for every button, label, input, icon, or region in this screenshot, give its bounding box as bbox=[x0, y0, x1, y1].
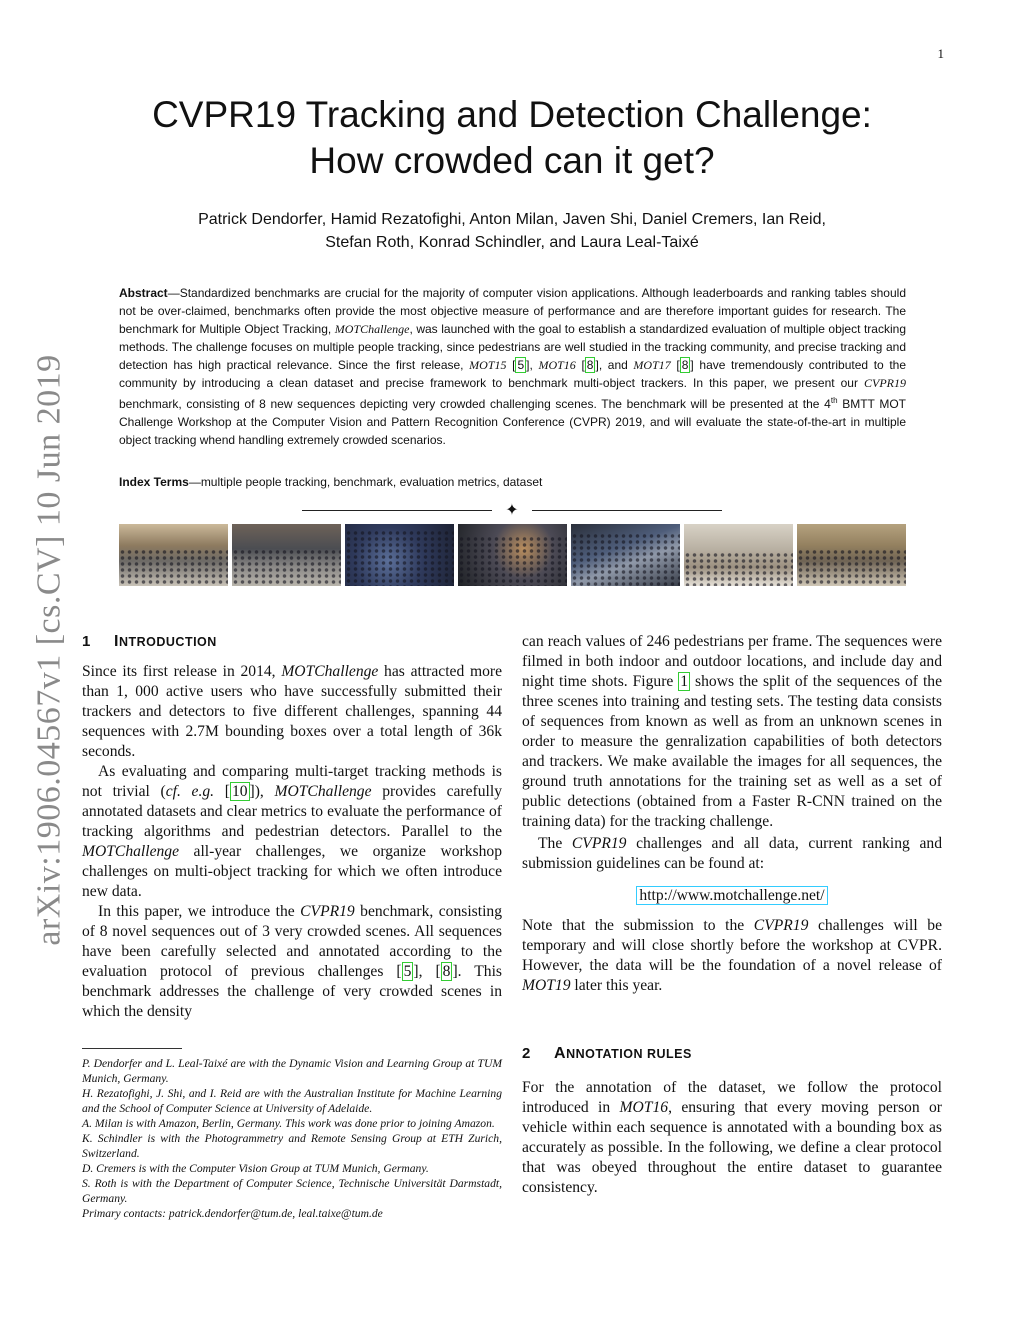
intro-paragraph-1: Since its first release in 2014, MOTChallenge has attracted more than 1, 000 active users who have successfully submitted their trackers and detectors to five different challenges, spanning 44 sequences with 2.7M bounding boxes over a total length of 36k seconds. bbox=[82, 663, 502, 760]
abstract-text-3: , and bbox=[598, 358, 634, 372]
citation-link[interactable]: 10 bbox=[231, 783, 248, 800]
crowd-scene-thumbnail bbox=[232, 524, 341, 586]
section-divider bbox=[302, 500, 722, 520]
citation-link[interactable]: 5 bbox=[517, 358, 525, 372]
section-title-first: A bbox=[554, 1045, 567, 1062]
section-number: 2 bbox=[522, 1045, 531, 1062]
footnote-item: H. Rezatofighi, J. Shi, and I. Reid are with the Australian Institute for Machine Learning and the School of Computer Science at University of Adelaide. bbox=[82, 1087, 502, 1115]
crowd-scene-thumbnail bbox=[119, 524, 228, 586]
section-number: 1 bbox=[82, 633, 91, 650]
crowd-scene-thumbnail bbox=[571, 524, 680, 586]
intro-paragraph-4: can reach values of 246 pedestrians per frame. The sequences were filmed in both indoor and outdoor locations, and include day and night time shots. Figure 1 shows the split of the sequences of the three scenes into training and testing sets. The testing data consists of sequences from known as well as from an unknown scenes in order to measure the genralization capabilities of both detectors and trackers. We make available the images for all sequences, the ground truth annotations for the training set as well as a set of public detections (obtained from a Faster R-CNN trained on the training data) for the tracking challenge. bbox=[522, 633, 942, 830]
intro-paragraph-5: The CVPR19 challenges and all data, current ranking and submission guidelines can be found at: bbox=[522, 835, 942, 872]
abstract-comma: , bbox=[529, 358, 539, 372]
abstract-mot17: MOT17 bbox=[633, 358, 671, 372]
title-line-1: CVPR19 Tracking and Detection Challenge: bbox=[152, 94, 872, 135]
abstract-cvpr19: CVPR19 bbox=[864, 376, 906, 390]
abstract-mot16: MOT16 bbox=[538, 358, 576, 372]
abstract-motchallenge: MOTChallenge bbox=[334, 322, 410, 336]
abstract: Abstract—Standardized benchmarks are crucial for the majority of computer vision applications. Although leaderboards and ranking tables should not be over-claimed, benchmarks often provide the most objective measure of performance and are therefore important guides for research. The benchmark for Multiple Object Tracking, MOTChallenge, was launched with the goal to establish a standardized evaluation of multiple object tracking methods. The challenge focuses on multiple people tracking, since pedestrians are well studied in the tracking community, and precise tracking and detection has high practical relevance. Since the first release, MOT15 [ 5 ], MOT16 [ 8 ], and MOT17 [ 8 ] have tremendously contributed to the community by introducing a clean dataset and precise framework to benchmark multi-object trackers. In this paper, we present our CVPR19 benchmark, consisting of 8 new sequences depicting very crowded challenging scenes. The benchmark will be presented at the 4th BMTT MOT Challenge Workshop at the Computer Vision and Pattern Recognition Conference (CVPR) 2019, and will evaluate the state-of-the-art in multiple object tracking whend handling extremely crowded scenarios. bbox=[119, 286, 907, 447]
divider-star-icon: ✦ bbox=[505, 502, 519, 519]
citation-link[interactable]: 8 bbox=[681, 358, 689, 372]
section-heading-annotation-rules bbox=[522, 1044, 942, 1064]
crowd-scene-thumbnail bbox=[345, 524, 454, 586]
intro-paragraph-6: Note that the submission to the CVPR19 challenges will be temporary and will close shortly before the workshop at CVPR. However, the data will be the foundation of a novel release of MOT19 later this year. bbox=[522, 917, 942, 994]
author-list bbox=[120, 208, 904, 254]
title-line-2: How crowded can it get? bbox=[309, 140, 715, 181]
footnote-item: P. Dendorfer and L. Leal-Taixé are with the Dynamic Vision and Learning Group at TUM Munich, Germany. bbox=[82, 1057, 502, 1085]
divider-line-right bbox=[532, 510, 722, 511]
index-terms-text: —multiple people tracking, benchmark, evaluation metrics, dataset bbox=[188, 475, 543, 489]
section-title-rest: NTRODUCTION bbox=[118, 635, 217, 649]
authors-line-1: Patrick Dendorfer, Hamid Rezatofighi, Anton Milan, Javen Shi, Daniel Cremers, Ian Reid, bbox=[198, 211, 826, 228]
left-column bbox=[82, 632, 502, 1022]
section-title-first: I bbox=[114, 633, 119, 650]
divider-line-left bbox=[302, 510, 492, 511]
motchallenge-url-link[interactable]: http://www.motchallenge.net/ bbox=[636, 886, 827, 905]
footnote-item: A. Milan is with Amazon, Berlin, Germany. This work was done prior to joining Amazon. bbox=[82, 1117, 495, 1130]
crowd-scene-thumbnail bbox=[797, 524, 906, 586]
teaser-image-strip bbox=[119, 524, 906, 586]
annotation-paragraph-1: For the annotation of the dataset, we follow the protocol introduced in MOT16, ensuring that every moving person or vehicle within each sequence is annotated with a bounding box as accurately as possible. In the following, we define a clear protocol that was obeyed throughout the entire dataset to guarantee consistency. bbox=[522, 1079, 942, 1196]
abstract-mot15: MOT15 bbox=[469, 358, 507, 372]
abstract-text-2: , was launched with the goal to establish a standardized evaluation of multiple object tracking methods. The challenge focuses on multiple people tracking, since pedestrians are well studied in the tracking community, and precise tracking and detection has high practical relevance. Since the first release, bbox=[119, 322, 906, 372]
abstract-text-6: BMTT MOT Challenge Workshop at the Computer Vision and Pattern Recognition Conference (CVPR) 2019, and will evaluate the state-of-the-art in multiple object tracking whend handling extremely crowded scenarios. bbox=[119, 397, 906, 447]
section-heading-introduction bbox=[82, 632, 502, 652]
footnote-item: S. Roth is with the Department of Computer Science, Technische Universität Darmstadt, Germany. bbox=[82, 1177, 502, 1205]
intro-paragraph-2: As evaluating and comparing multi-target tracking methods is not trivial (cf. e.g. [ 10 ]), MOTChallenge provides carefully annotated datasets and clear metrics to evaluate the performance of tracking algorithms and pedestrian detectors. Parallel to the MOTChallenge all-year challenges, we organize workshop challenges on multi-object tracking for which we often introduce new data. bbox=[82, 763, 502, 900]
index-terms bbox=[119, 475, 906, 489]
footnotes bbox=[82, 1056, 502, 1221]
citation-link[interactable]: 5 bbox=[403, 963, 412, 980]
intro-paragraph-3: In this paper, we introduce the CVPR19 benchmark, consisting of 8 novel sequences out of 3 very crowded scenes. All sequences have been carefully selected and annotated according to the evaluation protocol of previous challenges [ 5 ], [ 8 ]. This benchmark addresses the challenge of very crowded scenes in which the density bbox=[82, 903, 502, 1020]
citation-link[interactable]: 8 bbox=[442, 963, 451, 980]
footnote-item: K. Schindler is with the Photogrammetry and Remote Sensing Group at ETH Zurich, Switzerland. bbox=[82, 1132, 502, 1160]
footnote-rule bbox=[82, 1048, 182, 1049]
footnote-item: Primary contacts: patrick.dendorfer@tum.de, leal.taixe@tum.de bbox=[82, 1207, 383, 1220]
crowd-scene-thumbnail bbox=[458, 524, 567, 586]
paper-title bbox=[100, 92, 924, 184]
abstract-text-1: —Standardized benchmarks are crucial for the majority of computer vision applications. Although leaderboards and ranking tables should not be over-claimed, benchmarks often provide the most objective measure of performance and are therefore important guides for research. The benchmark for Multiple Object Tracking, bbox=[119, 286, 906, 336]
section-title-rest: NNOTATION RULES bbox=[566, 1047, 692, 1061]
arxiv-watermark bbox=[30, 354, 70, 946]
right-column bbox=[522, 632, 942, 1198]
crowd-scene-thumbnail bbox=[684, 524, 793, 586]
index-terms-label: Index Terms bbox=[119, 475, 189, 489]
arxiv-id: arXiv:1906.04567v1 [cs.CV] 10 Jun 2019 bbox=[31, 354, 69, 946]
citation-link[interactable]: 8 bbox=[586, 358, 594, 372]
url-block bbox=[522, 886, 942, 906]
abstract-label: Abstract bbox=[119, 286, 168, 300]
authors-line-2: Stefan Roth, Konrad Schindler, and Laura Leal-Taixé bbox=[325, 234, 699, 251]
abstract-text-5: benchmark, consisting of 8 new sequences depicting very crowded challenging scenes. The benchmark will be presented at the 4 bbox=[119, 397, 831, 411]
figure-link[interactable]: 1 bbox=[680, 673, 689, 690]
page-number: 1 bbox=[937, 46, 944, 61]
abstract-text-4: have tremendously contributed to the community by introducing a clean dataset and precise framework to benchmark multi-object trackers. In this paper, we present our bbox=[119, 358, 907, 390]
abstract-sup: th bbox=[830, 396, 838, 405]
footnote-item: D. Cremers is with the Computer Vision Group at TUM Munich, Germany. bbox=[82, 1162, 429, 1175]
